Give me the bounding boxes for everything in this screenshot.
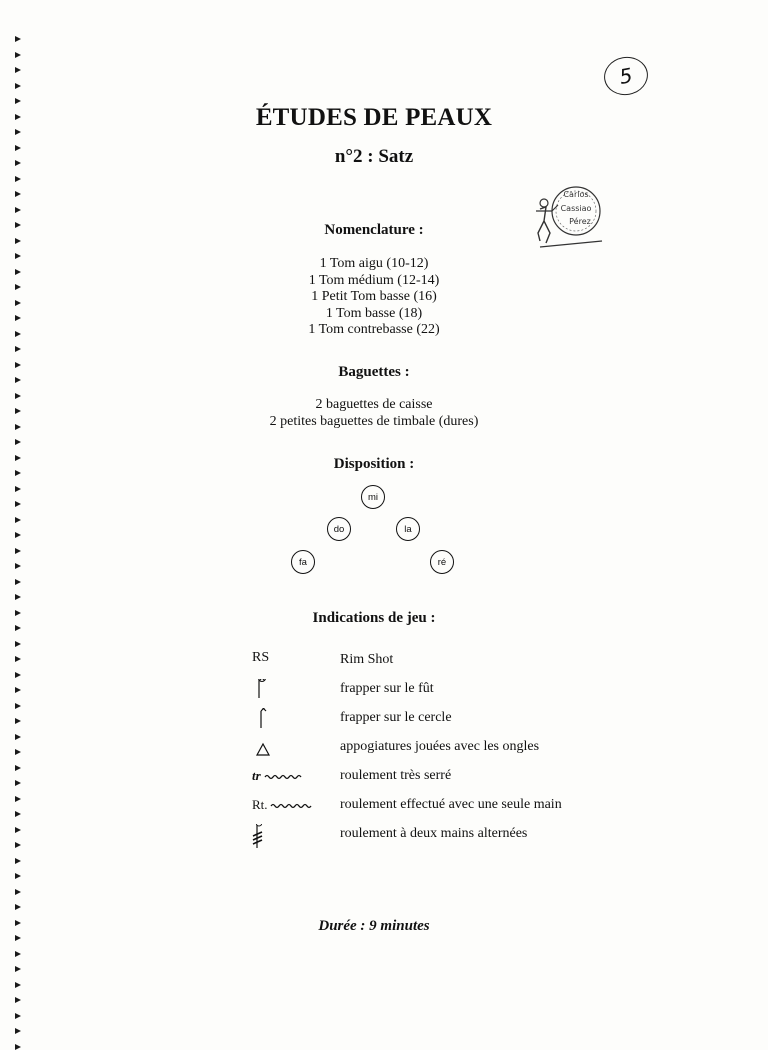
page-subtitle: n°2 : Satz xyxy=(334,146,414,167)
disposition-heading: Disposition : xyxy=(333,456,415,472)
legend-text: Rim Shot xyxy=(340,652,394,667)
svg-text:Pérez: Pérez xyxy=(569,217,591,226)
legend-row xyxy=(252,824,652,853)
rt-symbol-text: Rt. xyxy=(252,797,268,812)
legend-row xyxy=(252,737,652,766)
tremolo-stem-icon xyxy=(252,824,322,852)
drum-label: ré xyxy=(437,556,447,568)
legend-text: frapper sur le cercle xyxy=(340,710,452,725)
nomenclature-list xyxy=(0,256,748,339)
list-item: 1 Tom médium (12-14) xyxy=(308,272,440,288)
binding-holes xyxy=(15,36,25,996)
svg-text:Carlos: Carlos xyxy=(563,190,589,199)
list-item: 2 baguettes de caisse xyxy=(315,397,433,412)
stem-x-notehead-icon xyxy=(252,708,322,736)
drum-label: mi xyxy=(367,491,379,503)
page-number-value: 5 xyxy=(617,63,635,89)
indications-heading: Indications de jeu : xyxy=(312,610,436,626)
rt-wavy-line-icon xyxy=(252,795,322,823)
list-item: 1 Tom aigu (10-12) xyxy=(319,256,429,271)
legend-text: roulement effectué avec une seule main xyxy=(340,797,562,812)
baguettes-list xyxy=(0,397,748,430)
legend-row xyxy=(252,766,652,795)
drum-label: do xyxy=(333,523,345,535)
drum-circle-do xyxy=(327,517,351,541)
drum-label: la xyxy=(404,523,412,535)
list-item: 1 Petit Tom basse (16) xyxy=(311,289,437,304)
drum-circle-mi xyxy=(361,485,385,509)
drum-circle-re xyxy=(430,550,454,574)
rs-symbol xyxy=(252,650,322,678)
drum-circle-la xyxy=(396,517,420,541)
page-title: ÉTUDES DE PEAUX xyxy=(255,104,493,131)
drum-label: fa xyxy=(299,556,307,568)
list-item: 2 petites baguettes de timbale (dures) xyxy=(269,413,479,429)
rs-symbol-text: RS xyxy=(252,650,270,665)
indications-legend xyxy=(252,650,652,853)
duration-text: Durée : 9 minutes xyxy=(318,918,430,934)
page-number xyxy=(601,53,651,98)
legend-row xyxy=(252,795,652,824)
composer-stamp-icon xyxy=(532,181,612,253)
list-item: 1 Tom basse (18) xyxy=(325,305,423,321)
svg-text:Cassiao: Cassiao xyxy=(560,204,592,213)
trill-symbol-text: tr xyxy=(252,768,261,783)
legend-text: roulement à deux mains alternées xyxy=(340,826,528,841)
baguettes-heading: Baguettes : xyxy=(338,364,410,380)
drum-circle-fa xyxy=(291,550,315,574)
legend-text: appogiatures jouées avec les ongles xyxy=(340,739,540,754)
list-item: 1 Tom contrebasse (22) xyxy=(308,322,440,337)
legend-row xyxy=(252,650,652,679)
triangle-notehead-icon xyxy=(252,737,322,765)
stem-crossed-circle-notehead-icon xyxy=(252,679,322,707)
legend-row xyxy=(252,679,652,708)
legend-row xyxy=(252,708,652,737)
legend-text: roulement très serré xyxy=(340,768,452,783)
legend-text: frapper sur le fût xyxy=(340,681,434,696)
nomenclature-heading: Nomenclature : xyxy=(324,222,424,238)
trill-wavy-line-icon xyxy=(252,766,322,794)
